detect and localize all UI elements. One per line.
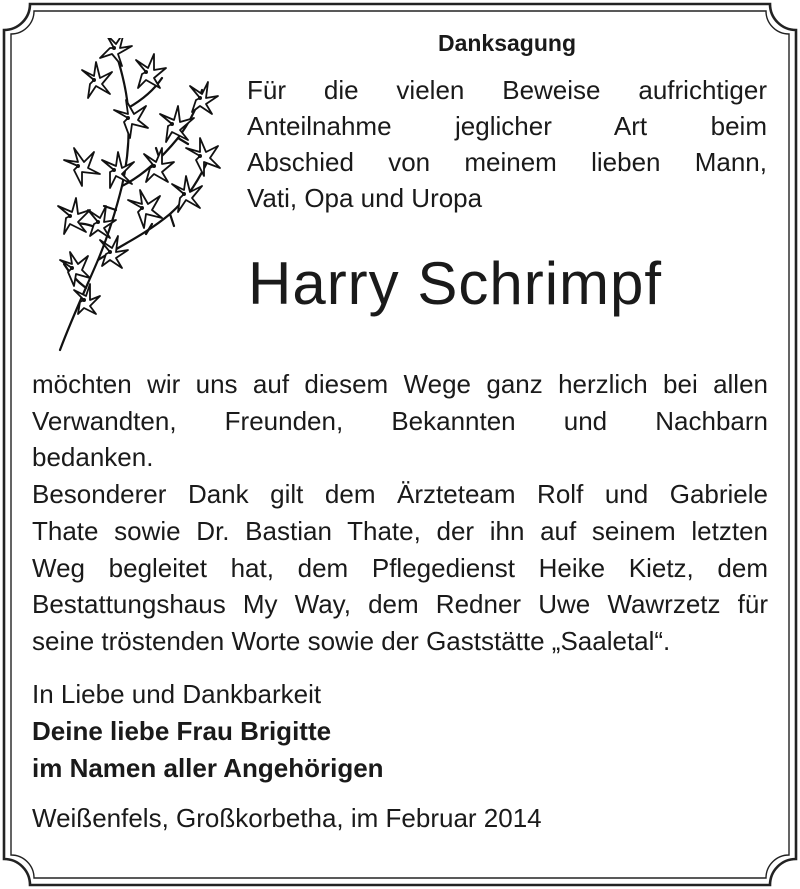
body-line: Weg begleitet hat, dem Pflegedienst Heike Kietz, dem (32, 552, 768, 583)
body-line: bedanken. (32, 442, 154, 473)
heading-danksagung: Danksagung (437, 30, 577, 56)
intro-line: Für die vielen Beweise aufrichtiger (247, 75, 767, 105)
intro-line: Abschied von meinem lieben Mann, (247, 147, 767, 177)
closing-signature (32, 676, 384, 787)
forsythia-branch-icon (50, 38, 230, 353)
body-line: seine tröstenden Worte sowie der Gaststätte „Saaletal“. (32, 625, 671, 656)
closing-line: In Liebe und Dankbarkeit (32, 679, 322, 709)
body-line: Besonderer Dank gilt dem Ärzteteam Rolf und Gabriele (32, 479, 768, 510)
body-line: Bestattungshaus My Way, dem Redner Uwe Wawrzetz für (32, 589, 768, 620)
body-line: möchten wir uns auf diesem Wege ganz herzlich bei allen (32, 369, 768, 399)
place-date: Weißenfels, Großkorbetha, im Februar 2014 (32, 803, 542, 833)
deceased-name: Harry Schrimpf (248, 250, 663, 317)
signer-line: Deine liebe Frau Brigitte (32, 716, 332, 746)
body-text (32, 366, 768, 660)
body-line: Verwandten, Freunden, Bekannten und Nachbarn (32, 405, 768, 436)
body-line: Thate sowie Dr. Bastian Thate, der ihn auf seinem letzten (32, 515, 768, 546)
intro-line: Vati, Opa und Uropa (247, 183, 483, 213)
signer-line: im Namen aller Angehörigen (32, 753, 384, 783)
intro-text (247, 72, 767, 216)
intro-line: Anteilnahme jeglicher Art beim (247, 111, 767, 141)
